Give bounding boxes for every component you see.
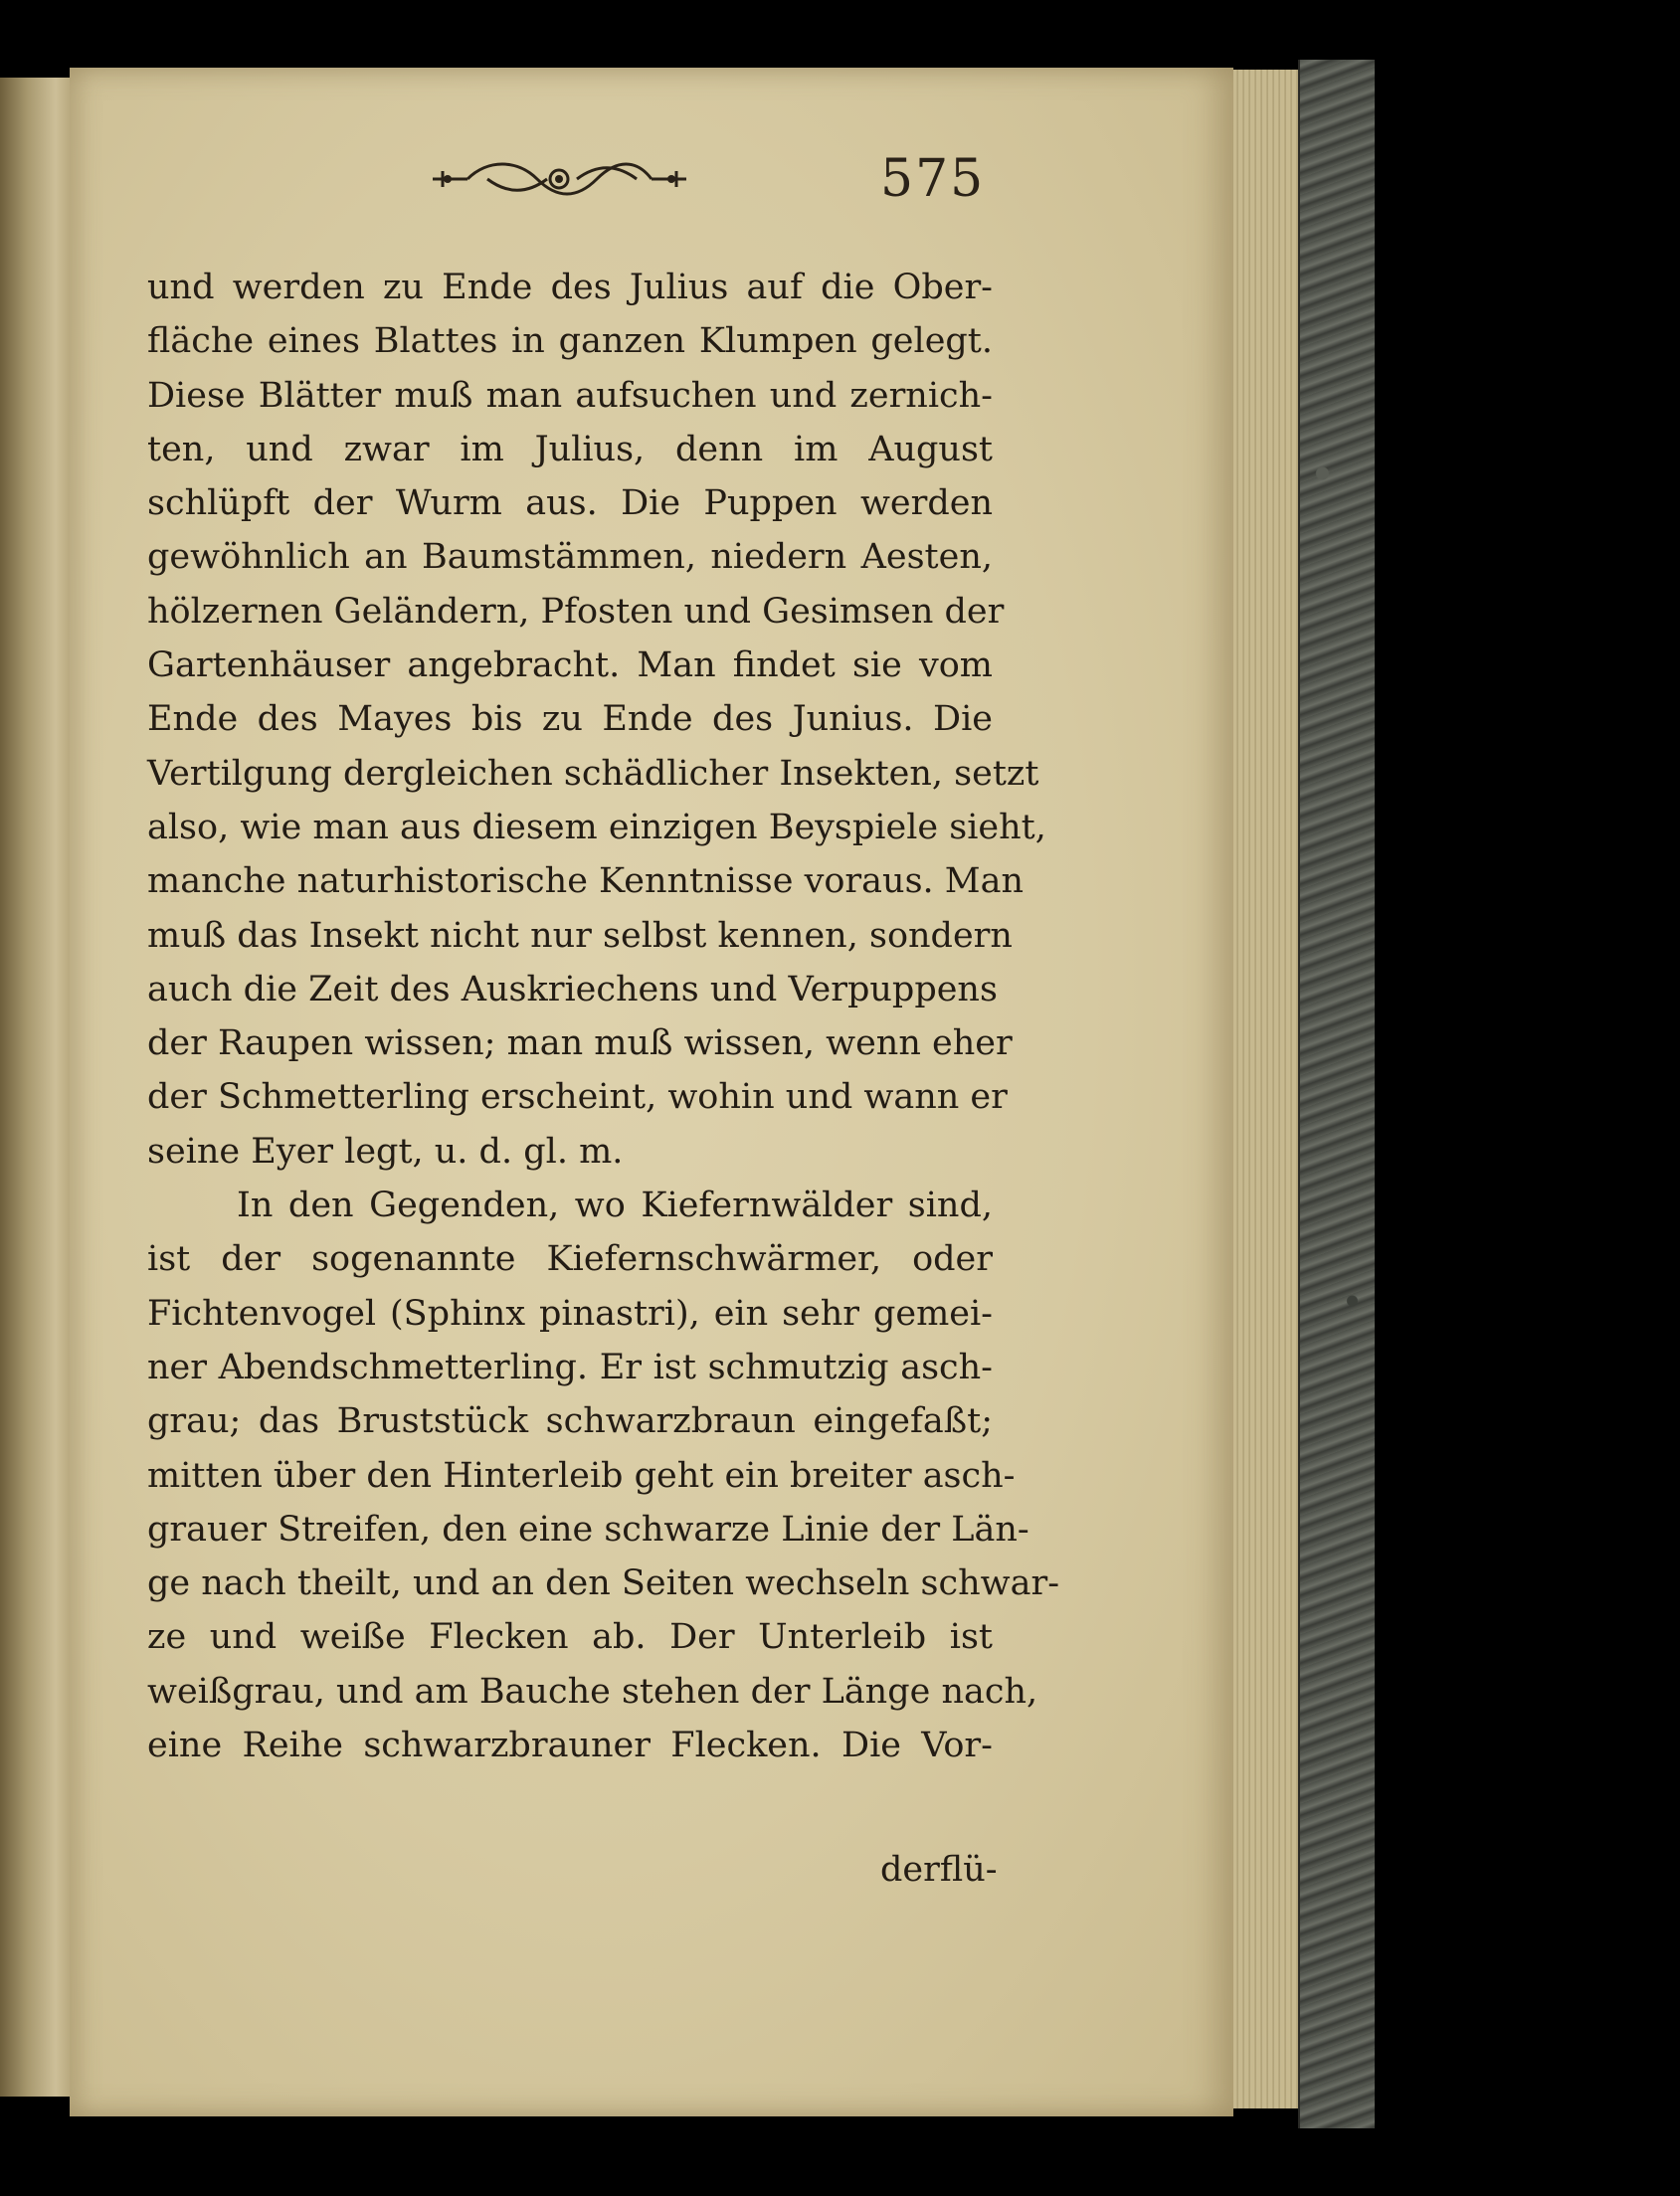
page-number: 575 [880,149,986,209]
text-line: hölzernen Geländern, Pfosten und Gesimsen der [147,591,1005,632]
text-line: ist der sogenannte Kiefernschwärmer, oder [147,1239,993,1280]
paragraph [147,261,1046,1179]
text-line: der Schmetterling erscheint, wohin und wann er [147,1077,1008,1118]
paragraph [147,1179,1060,1772]
marbled-cover [1298,60,1375,2128]
text-line: der Raupen wissen; man muß wissen, wenn eher [147,1023,1013,1064]
text-line: also, wie man aus diesem einzigen Beyspiele sieht, [147,807,1046,847]
text-line: Ende des Mayes bis zu Ende des Junius. Die [147,699,993,740]
text-line: weißgrau, und am Bauche stehen der Länge nach, [147,1671,1038,1712]
text-line: seine Eyer legt, u. d. gl. m. [147,1131,624,1172]
left-page-edge [0,78,70,2097]
text-line: Vertilgung dergleichen schädlicher Insekten, setzt [147,753,1039,794]
text-line: grauer Streifen, den eine schwarze Linie der Län- [147,1509,1029,1550]
text-line: ze und weiße Flecken ab. Der Unterleib ist [147,1617,993,1658]
text-line: Fichtenvogel (Sphinx pinastri), ein sehr gemei- [147,1293,993,1334]
page-edges [1233,70,1303,2108]
text-line: fläche eines Blattes in ganzen Klumpen gelegt. [147,321,993,362]
text-line: schlüpft der Wurm aus. Die Puppen werden [147,483,993,524]
text-line: In den Gegenden, wo Kiefernwälder sind, [237,1186,993,1226]
text-line: ten, und zwar im Julius, denn im August [147,429,993,469]
text-line: grau; das Bruststück schwarzbraun eingefaßt; [147,1401,993,1442]
text-line: ge nach theilt, und an den Seiten wechseln schwar- [147,1563,1060,1604]
text-line: mitten über den Hinterleib geht ein breiter asch- [147,1455,1016,1496]
text-line: gewöhnlich an Baumstämmen, niedern Aesten, [147,537,993,578]
text-line: Diese Blätter muß man aufsuchen und zernich- [147,375,993,416]
catchword: derflü- [880,1850,998,1890]
text-line: eine Reihe schwarzbrauner Flecken. Die Vor- [147,1726,993,1766]
headpiece-ornament-icon [428,149,691,209]
text-line: muß das Insekt nicht nur selbst kennen, sondern [147,915,1013,956]
text-line: und werden zu Ende des Julius auf die Ober- [147,268,993,307]
text-line: auch die Zeit des Auskriechens und Verpuppens [147,969,998,1009]
page-text [147,261,1060,1772]
text-line: Gartenhäuser angebracht. Man findet sie vom [147,645,993,686]
text-line: manche naturhistorische Kenntnisse voraus. Man [147,861,1025,902]
text-line: ner Abendschmetterling. Er ist schmutzig asch- [147,1347,993,1387]
